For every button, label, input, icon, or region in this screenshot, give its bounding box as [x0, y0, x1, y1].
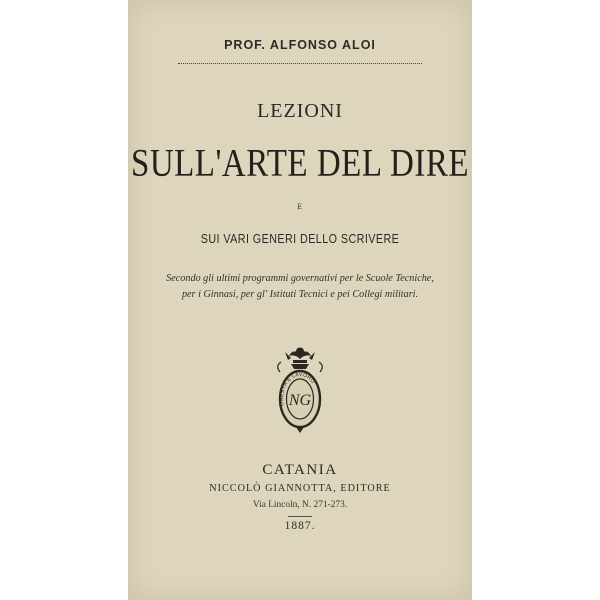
description-line-1: Secondo gli ultimi programmi governativi per le Scuole Tecniche,	[166, 273, 434, 284]
publication-city: CATANIA	[262, 462, 338, 478]
description-line-2: per i Ginnasi, per gl' Istituti Tecnici e pei Collegi militari.	[181, 289, 419, 300]
publisher-emblem-icon	[255, 342, 345, 434]
title-line-lezioni: LEZIONI	[257, 100, 343, 122]
main-title: SULL'ARTE DEL DIRE	[130, 142, 470, 186]
emblem-motto: ONESTÀ E LAVORO	[278, 371, 316, 407]
subtitle: SUI VARI GENERI DELLO SCRIVERE	[200, 232, 400, 246]
publisher-name: NICCOLÒ GIANNOTTA, EDITORE	[209, 483, 391, 494]
emblem-monogram: NG	[288, 392, 312, 409]
author-name: PROF. ALFONSO ALOI	[224, 38, 376, 52]
publication-year: 1887.	[284, 520, 316, 532]
dotted-divider	[178, 63, 422, 64]
emblem-graphic	[255, 342, 345, 434]
publisher-address: Via Lincoln, N. 271-273.	[252, 500, 348, 510]
title-conjunction: E	[296, 203, 304, 211]
short-divider	[288, 516, 312, 517]
title-page	[128, 0, 472, 600]
